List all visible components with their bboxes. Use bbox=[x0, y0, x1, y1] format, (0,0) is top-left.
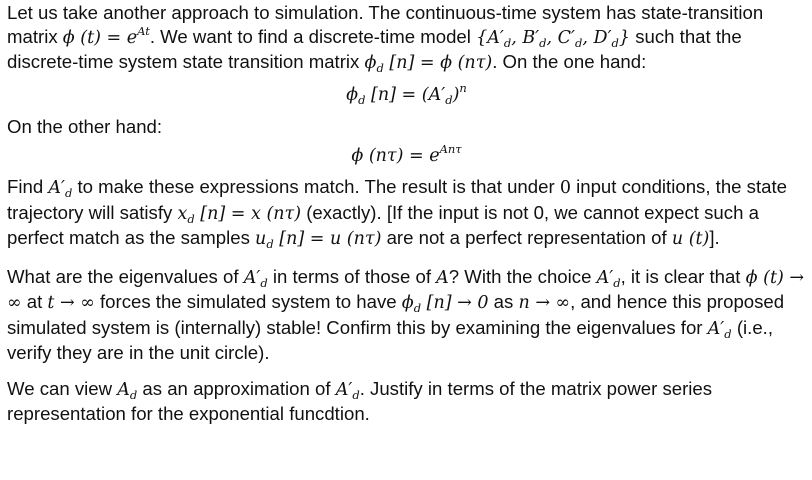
equation-continuous: ϕ $(n\tau) = e^{An\tau}$ bbox=[351, 142, 462, 166]
math-phi-d: $\phi_d$ [n] = ϕ (nτ) bbox=[364, 53, 493, 75]
paragraph-eigenvalues: What are the eigenvalues of $A'_d$ in terms of those of A? With the choice $A'_d$, it is clear that ϕ (t) → ∞ at t → ∞ forces the simulated system to have $\phi_d$ [n] → 0 as n → ∞, and hence this proposed simulated system is (internally) stable! Confirm this by examining the eigenvalues for $A'_d$ (i.e., verify they are in the unit circle). bbox=[7, 265, 805, 363]
math-model-set: {$A'_d$, $B'_d$, $C'_d$, $D'_d$} bbox=[476, 27, 631, 50]
paragraph-approximation: We can view $A_d$ as an approximation of $A'_d$. Justify in terms of the matrix power series representation for the exponential funcdtion. bbox=[7, 377, 713, 424]
math-phi-t: ϕ $(t) = e^{At}$ bbox=[62, 23, 150, 48]
paragraph-find: Find $A'_d$ to make these expressions match. The result is that under 0 input conditions, the state trajectory will satisfy $x_d$ [n] = x (nτ) (exactly). [If the input is not 0, we cannot expect such a perfect match as the samples $u_d$ [n] = u (nτ) are not a perfect representation of u (t)]. bbox=[7, 176, 787, 251]
paragraph-intro bbox=[7, 0, 806, 76]
text: . We want to find a discrete-time model bbox=[149, 25, 477, 47]
text: . On the one hand: bbox=[492, 51, 647, 72]
text: such that the discrete-time system state transition matrix bbox=[7, 25, 742, 72]
text: Let us take another approach to simulation. The continuous-time system has state-transition matrix bbox=[7, 2, 764, 47]
equation-discrete: $\phi_d$ $[n] = (A'_d)^n$ bbox=[346, 80, 467, 107]
paragraph-other-hand: On the other hand: bbox=[7, 115, 163, 137]
